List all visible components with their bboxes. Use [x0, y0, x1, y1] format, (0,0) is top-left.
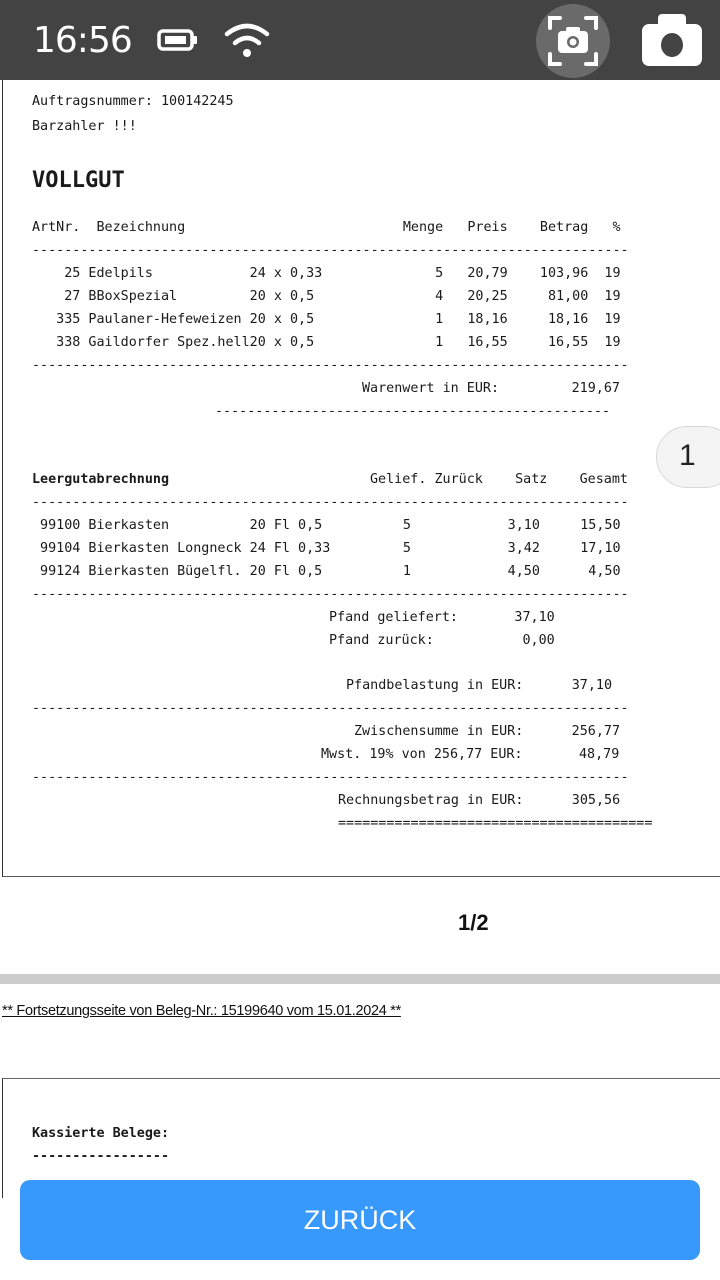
leergut-title: Leergutabrechnung [32, 472, 170, 487]
battery-icon [157, 28, 199, 57]
screenshot-icon [536, 4, 610, 78]
wifi-icon [223, 22, 271, 63]
camera-icon[interactable] [641, 12, 703, 73]
divider: -------------------------------------------------------------------------- [32, 243, 629, 258]
vollgut-table-header: ArtNr. Bezeichnung Menge Preis Betrag % [32, 220, 621, 235]
divider: ------------------------------------------------- [215, 404, 611, 419]
page-indicator: 1/2 [458, 910, 489, 935]
pfandbelastung: Pfandbelastung in EUR: 37,10 [346, 678, 613, 693]
screenshot-button[interactable] [536, 4, 610, 78]
section-title-vollgut: VOLLGUT [32, 168, 125, 193]
divider: ----------------- [32, 1149, 170, 1164]
rechnungsbetrag: Rechnungsbetrag in EUR: 305,56 [338, 793, 621, 808]
divider: -------------------------------------------------------------------------- [32, 587, 629, 602]
order-number: Auftragsnummer: 100142245 [32, 94, 234, 109]
double-rule: ======================================= [338, 816, 653, 831]
kassierte-belege-title: Kassierte Belege: [32, 1126, 170, 1141]
table-row: 27 BBoxSpezial 20 x 0,5 4 20,25 81,00 19 [32, 289, 621, 304]
table-row: 99104 Bierkasten Longneck 24 Fl 0,33 5 3,42 17,10 [32, 541, 621, 556]
table-row: 25 Edelpils 24 x 0,33 5 20,79 103,96 19 [32, 266, 621, 281]
pfand-geliefert: Pfand geliefert: 37,10 [329, 610, 555, 625]
divider: -------------------------------------------------------------------------- [32, 495, 629, 510]
divider: -------------------------------------------------------------------------- [32, 358, 629, 373]
table-row: 99124 Bierkasten Bügelfl. 20 Fl 0,5 1 4,50 4,50 [32, 564, 621, 579]
receipt-page-1 [2, 80, 720, 877]
divider: -------------------------------------------------------------------------- [32, 770, 629, 785]
divider: -------------------------------------------------------------------------- [32, 701, 629, 716]
table-row: 335 Paulaner-Hefeweizen 20 x 0,5 1 18,16 18,16 19 [32, 312, 621, 327]
clock: 16:56 [33, 20, 132, 61]
continuation-link[interactable]: ** Fortsetzungsseite von Beleg-Nr.: 15199640 vom 15.01.2024 ** [2, 1003, 401, 1019]
leergut-table-header: Gelief. Zurück Satz Gesamt [370, 472, 628, 487]
zwischensumme: Zwischensumme in EUR: 256,77 [354, 724, 621, 739]
payment-note: Barzahler !!! [32, 119, 137, 134]
page-separator [0, 974, 720, 984]
warenwert-total: Warenwert in EUR: 219,67 [362, 381, 620, 396]
page-number-badge[interactable]: 1 [656, 426, 720, 488]
table-row: 338 Gaildorfer Spez.hell20 x 0,5 1 16,55 16,55 19 [32, 335, 621, 350]
back-button[interactable]: ZURÜCK [20, 1180, 700, 1260]
mwst: Mwst. 19% von 256,77 EUR: 48,79 [321, 747, 620, 762]
table-row: 99100 Bierkasten 20 Fl 0,5 5 3,10 15,50 [32, 518, 621, 533]
pfand-zurueck: Pfand zurück: 0,00 [329, 633, 555, 648]
status-bar [0, 0, 720, 80]
